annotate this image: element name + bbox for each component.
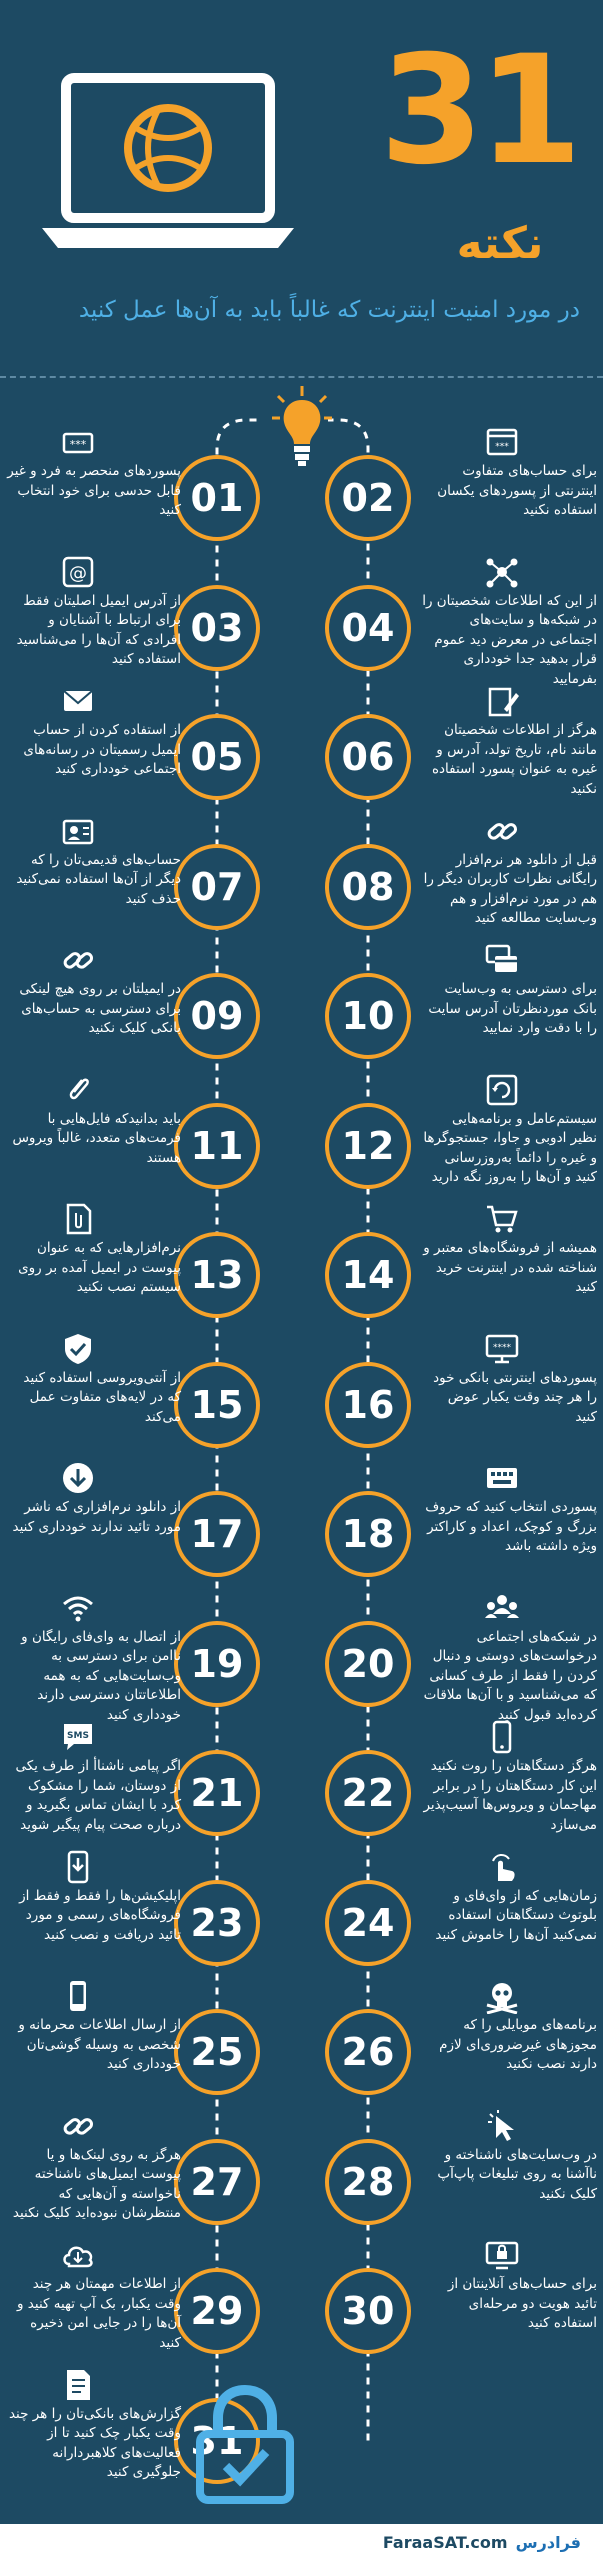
tip-text-27: هرگز به روی لینک‌ها و یا پیوست ایمیل‌های ناشناخته ناخواسته و آن‌هایی که منتظرشان نبوده‌اید کلیک نکنید — [12, 2146, 181, 2222]
svg-text:@: @ — [69, 562, 87, 584]
tip-number-16: 16 — [325, 1362, 411, 1448]
tip-number-17: 17 — [174, 1491, 260, 1577]
tip-text-28: در وب‌سایت‌های ناشناخته و ناآشنا به روی تبلیغات پاپ‌آپ کلیک نکنید — [437, 2146, 597, 2202]
tip-text-06: هرگز از اطلاعات شخصیتان مانند نام، تاریخ تولد، آدرس و غیره به عنوان پسورد استفاده نکنید — [431, 722, 597, 797]
tip-number-30: 30 — [325, 2268, 411, 2354]
tip-number-13: 13 — [174, 1232, 260, 1318]
keyboard-icon — [484, 1460, 520, 1496]
tip-number-22: 22 — [325, 1750, 411, 1836]
tip-number-11: 11 — [174, 1103, 260, 1189]
bank-card-icon — [484, 942, 520, 978]
tip-number-03: 03 — [174, 585, 260, 671]
tip-text-01: پسوردهای منحصر به فرد و غیر قابل حدسی برای خود انتخاب کنید — [7, 463, 181, 519]
globe-icon — [128, 108, 208, 188]
tip-number-19: 19 — [174, 1621, 260, 1707]
browser-window-icon — [484, 424, 520, 460]
tip-number-01: 01 — [174, 455, 260, 541]
footer-logo: فرادرس — [515, 2532, 581, 2552]
header — [0, 0, 603, 360]
monitor-password-icon — [484, 1331, 520, 1367]
envelope-icon — [60, 683, 96, 719]
tip-number-09: 09 — [174, 973, 260, 1059]
svg-text:****: **** — [493, 1342, 511, 1353]
tip-number-10: 10 — [325, 973, 411, 1059]
tip-number-26: 26 — [325, 2009, 411, 2095]
sms-icon — [60, 1719, 96, 1755]
padlock-icon — [190, 2384, 300, 2504]
refresh-icon — [484, 1072, 520, 1108]
password-icon — [60, 424, 96, 460]
tip-text-05: از استفاده کردن از حساب ایمیل رسمیتان در رسانه‌های اجتماعی خودداری کنید — [23, 722, 181, 778]
tip-number-21: 21 — [174, 1750, 260, 1836]
tip-text-24: زمان‌هایی که از وای‌فای و بلوتوث دستگاهتان استفاده نمی‌کنید آن‌ها را خاموش کنید — [435, 1887, 597, 1943]
tip-text-02: برای حساب‌های متفاوت اینترنتی از پسوردهای یکسان استفاده نکنید — [437, 463, 597, 519]
tip-number-29: 29 — [174, 2268, 260, 2354]
tip-text-11: باید بدانیدکه فایل‌هایی با فرمت‌های متعدد، غالباً ویروس هستند — [12, 1110, 181, 1166]
tip-number-15: 15 — [174, 1362, 260, 1448]
lightbulb-icon — [272, 384, 332, 468]
tip-number-24: 24 — [325, 1880, 411, 1966]
tip-text-18: پسوردی انتخاب کنید که حروف بزرگ و کوچک، اعداد و کاراکتر ویژه داشته باشد — [425, 1499, 597, 1555]
tip-text-31: گزارش‌های بانکی‌تان را هر چند وقت یکبار چک کنید تا از فعالیت‌های کلاهبردارانه جلوگیری کنید — [8, 2405, 181, 2481]
link-icon — [60, 942, 96, 978]
header-title: نکته — [456, 218, 544, 269]
phone-icon — [60, 1978, 96, 2014]
download-icon — [60, 1460, 96, 1496]
tip-text-22: هرگز دستگاهتان را روت نکنید این کار دستگاهتان را در برابر مهاجمان و ویروس‌ها آسیب‌پذیر می‌سازد — [423, 1758, 597, 1833]
tip-number-23: 23 — [174, 1880, 260, 1966]
footer-site[interactable]: FaraaSAT.com — [382, 2532, 508, 2552]
file-clip-icon — [60, 1201, 96, 1237]
file-report-icon — [60, 2367, 96, 2403]
laptop-icon — [38, 72, 298, 252]
cursor-click-icon — [484, 2108, 520, 2144]
tip-text-09: در ایمیلتان بر روی هیچ لینکی برای دسترسی به حساب‌های بانکی کلیک نکنید — [19, 981, 181, 1037]
footer — [0, 2524, 603, 2560]
app-download-icon — [60, 1849, 96, 1885]
tip-number-07: 07 — [174, 844, 260, 930]
user-card-icon — [60, 813, 96, 849]
tip-text-14: همیشه از فروشگاه‌های معتبر و شناخته شده در اینترنت خرید کنید — [423, 1240, 597, 1296]
touch-icon — [484, 1849, 520, 1885]
tip-text-26: برنامه‌های موبایلی را که مجوزهای غیرضروری‌ای لازم دارند نصب نکنید — [439, 2017, 597, 2073]
tip-number-27: 27 — [174, 2139, 260, 2225]
tip-number-18: 18 — [325, 1491, 411, 1577]
tip-text-04: از این که اطلاعات شخصیتان را در شبکه‌ها و سایت‌های اجتماعی در معرض دید عموم قرار بدهید جدا خودداری بفرمایید — [422, 592, 597, 687]
tip-number-06: 06 — [325, 714, 411, 800]
tip-number-02: 02 — [325, 455, 411, 541]
users-group-icon — [484, 1590, 520, 1626]
tip-text-07: حساب‌های قدیمی‌تان را که دیگر از آن‌ها استفاده نمی‌کنید حذف کنید — [16, 851, 181, 907]
chain-link-icon — [60, 2108, 96, 2144]
tip-text-08: قبل از دانلود هر نرم‌افزار رایگانی نظرات کاربران دیگر را هم در مورد نرم‌افزار و هم وب‌سایت مطالعه کنید — [423, 851, 597, 927]
shield-check-icon — [60, 1331, 96, 1367]
tip-number-04: 04 — [325, 585, 411, 671]
tip-text-13: نرم‌افزارهایی که به عنوان پیوست در ایمیل آمده بر روی سیستم نصب نکنید — [18, 1240, 181, 1296]
smartphone-icon — [484, 1719, 520, 1755]
tip-text-15: از آنتی‌ویروسی استفاده کنید که در لایه‌های متفاوت عمل می‌کند — [23, 1369, 181, 1425]
svg-text:***: *** — [495, 442, 509, 452]
at-sign-icon — [60, 554, 96, 590]
tip-number-12: 12 — [325, 1103, 411, 1189]
wifi-icon — [60, 1590, 96, 1626]
skull-icon — [484, 1978, 520, 2014]
tip-number-31: 31 — [174, 2398, 260, 2484]
tip-text-23: اپلیکیشن‌ها را فقط و فقط از فروشگاه‌های رسمی و مورد تائید دریافت و نصب کنید — [19, 1887, 181, 1943]
tip-text-03: از آدرس ایمیل اصلیتان فقط برای ارتباط با آشنایان و افرادی که آن‌ها را می‌شناسید استفاده کنید — [16, 592, 181, 668]
svg-text:***: *** — [69, 438, 87, 451]
tip-text-21: اگر پیامی ناشناأ از طرف یکی از دوستان، شما را مشکوک کرد با ایشان تماس بگیرید و درباره صحت پیام پیگیر شوید — [15, 1758, 181, 1833]
header-number: 31 — [379, 24, 577, 198]
cart-icon — [484, 1201, 520, 1237]
cloud-icon — [60, 2237, 96, 2273]
attachment-icon — [60, 1072, 96, 1108]
header-divider — [0, 376, 603, 378]
svg-text:SMS: SMS — [67, 1731, 89, 1741]
tip-number-08: 08 — [325, 844, 411, 930]
tip-number-25: 25 — [174, 2009, 260, 2095]
tip-text-29: از اطلاعات مهمتان هر چند وقت یکبار، بک آپ تهیه کنید و آن‌ها را در جایی امن ذخیره کنید — [16, 2276, 181, 2351]
computer-lock-icon — [484, 2237, 520, 2273]
pencil-note-icon — [484, 683, 520, 719]
tip-number-05: 05 — [174, 714, 260, 800]
tip-number-14: 14 — [325, 1232, 411, 1318]
tip-number-20: 20 — [325, 1621, 411, 1707]
tip-text-30: برای حساب‌های آنلاینتان از تائید هویت دو مرحله‌ای استفاده کنید — [447, 2276, 597, 2332]
tip-text-17: از دانلود نرم‌افزاری که ناشر مورد تائید ندارند خودداری کنید — [12, 1499, 181, 1535]
tip-text-19: از اتصال به وای‌فای رایگان و ناامن برای دسترسی به وب‌سایت‌هایی که به همه اطلاعاتتان دسترسی دارند خودداری کنید — [21, 1628, 181, 1723]
tip-text-20: در شبکه‌های اجتماعی درخواست‌های دوستی و دنبال کردن را فقط از طرف کسانی که می‌شناسید و با آن‌ها ملاقات کرده‌اید قبول کنید — [423, 1628, 597, 1723]
tip-text-25: از ارسال اطلاعات محرمانه و شخصی به وسیله گوشی‌تان خودداری کنید — [18, 2017, 181, 2073]
header-subtitle: در مورد امنیت اینترنت که غالباً باید به آن‌ها عمل کنید — [78, 297, 580, 323]
tip-number-28: 28 — [325, 2139, 411, 2225]
tip-text-12: سیستم‌عامل و برنامه‌هایی نظیر ادوبی و جاوا، جستجوگرها و غیره را دائماً به‌روزرسانی کنید و آن‌ها را به‌روز نگه دارید — [423, 1110, 597, 1186]
tip-text-10: برای دسترسی به وب‌سایت بانک موردنظرتان آدرس سایت را با دقت وارد نمایید — [428, 981, 597, 1037]
network-icon — [484, 554, 520, 590]
link-icon — [484, 813, 520, 849]
tip-text-16: پسوردهای اینترنتی بانکی خود را هر چند وقت یکبار عوض کنید — [433, 1369, 597, 1425]
